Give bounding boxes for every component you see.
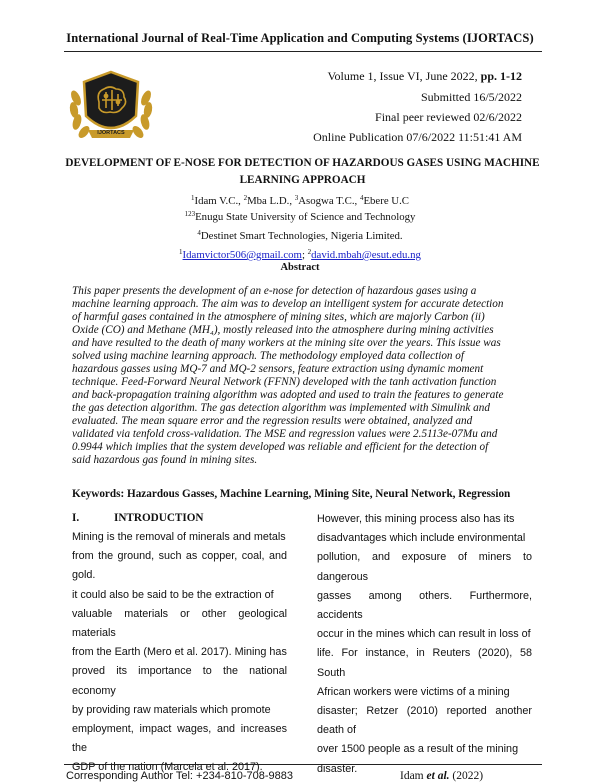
abstract-line: technique. Feed-Forward Neural Network (FFNN) developed with the tanh activation function — [72, 376, 497, 388]
author-name: Ebere U.C — [363, 195, 410, 207]
abstract-line: hazardous gasses using MQ-7 and MQ-2 sensors, feature extraction using dynamic moment — [72, 363, 484, 375]
online-date: Online Publication 07/6/2022 11:51:41 AM — [313, 130, 522, 144]
abstract-line: 0.9944 which implies that the system developed was reliable and efficient for the detection of — [72, 441, 489, 453]
submitted-date: Submitted 16/5/2022 — [420, 90, 522, 104]
keywords-list: Hazardous Gasses, Machine Learning, Mining Site, Neural Network, Regression — [127, 488, 511, 500]
abstract-heading: Abstract — [280, 262, 320, 273]
abstract-line: This paper presents the development of an e-nose for detection of hazardous gases using a — [72, 285, 477, 297]
author-sup: 2 — [243, 194, 248, 202]
body-line: African workers were victims of a mining — [317, 685, 510, 698]
keywords — [72, 488, 542, 500]
paper-title — [60, 155, 545, 189]
body-line: valuable materials or other geological materials — [72, 607, 287, 640]
abstract-line: solved using machine learning approach. The methodology employed data collection of — [72, 350, 465, 362]
citation-etal: et al. — [426, 770, 450, 782]
authors — [0, 194, 600, 207]
abstract-line: of harmful gases contained in the atmosphere of mining sites, which are majorly Carbon (ii) — [72, 311, 485, 323]
body-line: pollution, and exposure of miners to dangerous — [317, 551, 532, 583]
author-emails — [0, 248, 600, 261]
footer-rule — [64, 764, 542, 765]
affiliation-text: Destinet Smart Technologies, Nigeria Limited. — [200, 230, 403, 242]
abstract-line: the gas detection algorithm. The gas detection algorithm was implemented with Simulink and — [72, 402, 490, 414]
abstract-line: Oxide (CO) and Methane (MH₄), mostly released into the atmosphere during mining activities — [72, 324, 494, 336]
affiliation-1 — [0, 210, 600, 223]
body-line: it could also be said to be the extraction of — [72, 588, 274, 601]
author-sup: 3 — [294, 194, 299, 202]
body-line: by providing raw materials which promote — [72, 703, 271, 716]
affiliation-sup: 123 — [184, 210, 196, 218]
intro-left-column — [72, 528, 287, 778]
affiliation-2 — [0, 229, 600, 242]
section-number: I. — [72, 512, 80, 524]
email-link-1[interactable]: Idamvictor506@gmail.com — [182, 249, 302, 261]
body-line: employment, impact wages, and increases the — [72, 723, 287, 755]
affiliation-text: Enugu State University of Science and Technology — [195, 211, 416, 223]
author-name: Idam V.C., — [194, 195, 244, 207]
page-range: pp. 1-12 — [480, 69, 522, 83]
body-line: disaster; Retzer (2010) reported another death of — [317, 705, 532, 737]
journal-title: International Journal of Real-Time Application and Computing Systems (IJORTACS) — [66, 31, 534, 45]
email-sup: 2 — [307, 248, 312, 256]
email-separator: ; — [301, 249, 308, 261]
running-citation — [400, 770, 483, 782]
affiliation-sup: 4 — [197, 229, 201, 237]
keywords-label: Keywords: — [72, 488, 127, 500]
abstract-line: machine learning approach. The aim was to develop an intelligent system for accurate detection — [72, 298, 504, 310]
body-line: proved its importance to the national economy — [72, 665, 287, 697]
body-line: gasses among others. Furthermore, accidents — [317, 589, 532, 622]
author-sup: 1 — [190, 194, 195, 202]
body-line: disaster. — [317, 762, 358, 775]
body-line: over 1500 people as a result of the mining — [317, 743, 519, 756]
header-rule — [64, 51, 542, 52]
body-line: from the Earth (Mero et al. 2017). Mining has — [72, 646, 287, 659]
section-heading — [72, 512, 204, 524]
title-line-2: LEARNING APPROACH — [239, 174, 366, 186]
email-link-2[interactable]: david.mbah@esut.edu.ng — [311, 249, 421, 261]
body-line: GDP of the nation (Marcela et al. 2017). — [72, 761, 263, 774]
volume-info — [327, 69, 522, 84]
body-line: from the ground, such as copper, coal, and gold. — [72, 550, 287, 582]
abstract-body — [72, 285, 532, 467]
body-line: life. For instance, in Reuters (2020), 58 South — [317, 647, 532, 679]
abstract-line: and back-propagation training algorithm was adopted and used to train the features to generate — [72, 389, 504, 401]
citation-year: (2022) — [449, 770, 484, 782]
author-name: Asogwa T.C., — [298, 195, 360, 207]
volume-text: Volume 1, Issue VI, June 2022, — [327, 69, 481, 83]
body-line: disadvantages which include environmental — [317, 532, 526, 545]
author-name: Mba L.D., — [247, 195, 295, 207]
abstract-line: and have resulted to the death of many workers at the mining site over the years. This issue was — [72, 337, 501, 349]
author-sup: 4 — [359, 194, 364, 202]
corresponding-author: Corresponding Author Tel: +234-810-708-9883 — [66, 770, 293, 782]
abstract-line: said hazardous gas found in mining sites. — [72, 454, 258, 466]
abstract-line: validated via tenfold cross-validation. The MSE and regression values were 2.5113e-07Mu and — [72, 428, 498, 440]
title-line-1: DEVELOPMENT OF E-NOSE FOR DETECTION OF HAZARDOUS GASES USING MACHINE — [65, 157, 540, 169]
logo-text: IJORTACS — [97, 130, 125, 136]
section-title: INTRODUCTION — [114, 512, 204, 524]
abstract-line: evaluated. The mean square error and the regression results were obtained, analyzed and — [72, 415, 473, 427]
body-line: However, this mining process also has its — [317, 513, 515, 525]
body-line: Mining is the removal of minerals and metals — [72, 531, 286, 543]
body-line: occur in the mines which can result in loss of — [317, 628, 531, 641]
intro-right-column — [317, 510, 532, 779]
reviewed-date: Final peer reviewed 02/6/2022 — [375, 110, 522, 124]
journal-logo — [66, 68, 156, 146]
citation-author: Idam — [400, 770, 427, 782]
email-sup: 1 — [179, 248, 183, 256]
